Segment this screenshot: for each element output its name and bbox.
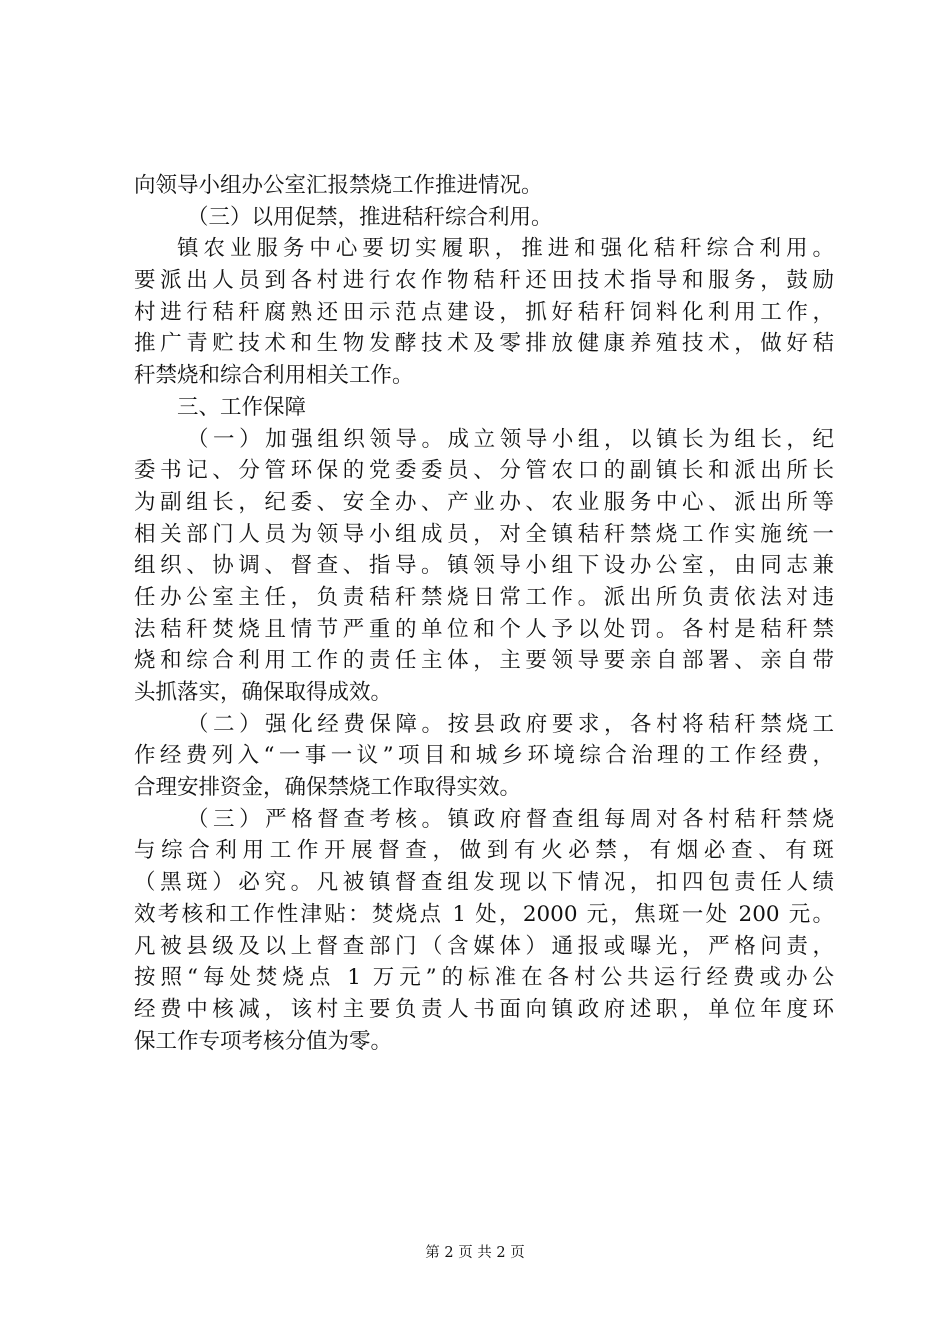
- text-line: 三、工作保障: [177, 394, 307, 420]
- text-line: 法秸秆焚烧且情节严重的单位和个人予以处罚。各村是秸秆禁: [134, 616, 834, 642]
- text-line: （一）加强组织领导。成立领导小组，以镇长为组长，纪: [187, 426, 834, 452]
- text-line: 镇农业服务中心要切实履职，推进和强化秸秆综合利用。: [177, 236, 834, 262]
- text-line: 委书记、分管环保的党委委员、分管农口的副镇长和派出所长: [134, 458, 834, 484]
- text-line: 为副组长，纪委、安全办、产业办、农业服务中心、派出所等: [134, 489, 834, 515]
- text-line: 与综合利用工作开展督查，做到有火必禁，有烟必查、有斑: [134, 838, 834, 864]
- text-line: 推广青贮技术和生物发酵技术及零排放健康养殖技术，做好秸: [134, 331, 834, 357]
- text-line: 经费中核减，该村主要负责人书面向镇政府述职，单位年度环: [134, 996, 834, 1022]
- text-line: 头抓落实，确保取得成效。: [134, 680, 393, 705]
- text-line: 组织、协调、督查、指导。镇领导小组下设办公室，由同志兼: [134, 553, 834, 579]
- text-line: 秆禁烧和综合利用相关工作。: [134, 363, 414, 389]
- text-line: （三）以用促禁，推进秸秆综合利用。: [187, 204, 553, 230]
- text-line: 向领导小组办公室汇报禁烧工作推进情况。: [134, 173, 543, 198]
- text-line: 要派出人员到各村进行农作物秸秆还田技术指导和服务，鼓励: [134, 268, 834, 294]
- text-line: （二）强化经费保障。按县政府要求，各村将秸秆禁烧工: [187, 711, 834, 737]
- text-line: 凡被县级及以上督查部门（含媒体）通报或曝光，严格问责，: [134, 933, 834, 959]
- text-line: 任办公室主任，负责秸秆禁烧日常工作。派出所负责依法对违: [134, 584, 834, 610]
- text-line: （三）严格督查考核。镇政府督查组每周对各村秸秆禁烧: [187, 806, 834, 832]
- text-line: （黑斑）必究。凡被镇督查组发现以下情况，扣四包责任人绩: [134, 870, 834, 896]
- text-line: 效考核和工作性津贴：焚烧点 1 处，2000 元，焦斑一处 200 元。: [134, 901, 834, 927]
- text-line: 作经费列入“一事一议”项目和城乡环境综合治理的工作经费，: [134, 743, 834, 769]
- text-line: 按照“每处焚烧点 1 万元”的标准在各村公共运行经费或办公: [134, 965, 834, 991]
- page-footer: 第 2 页 共 2 页: [425, 1245, 525, 1261]
- text-line: 合理安排资金，确保禁烧工作取得实效。: [134, 775, 522, 801]
- text-line: 相关部门人员为领导小组成员，对全镇秸秆禁烧工作实施统一: [134, 521, 834, 547]
- document-body: [134, 170, 834, 1057]
- text-line: 烧和综合利用工作的责任主体，主要领导要亲自部署、亲自带: [134, 648, 834, 674]
- text-line: 保工作专项考核分值为零。: [134, 1028, 393, 1054]
- text-line: 村进行秸秆腐熟还田示范点建设，抓好秸秆饲料化利用工作，: [134, 299, 834, 325]
